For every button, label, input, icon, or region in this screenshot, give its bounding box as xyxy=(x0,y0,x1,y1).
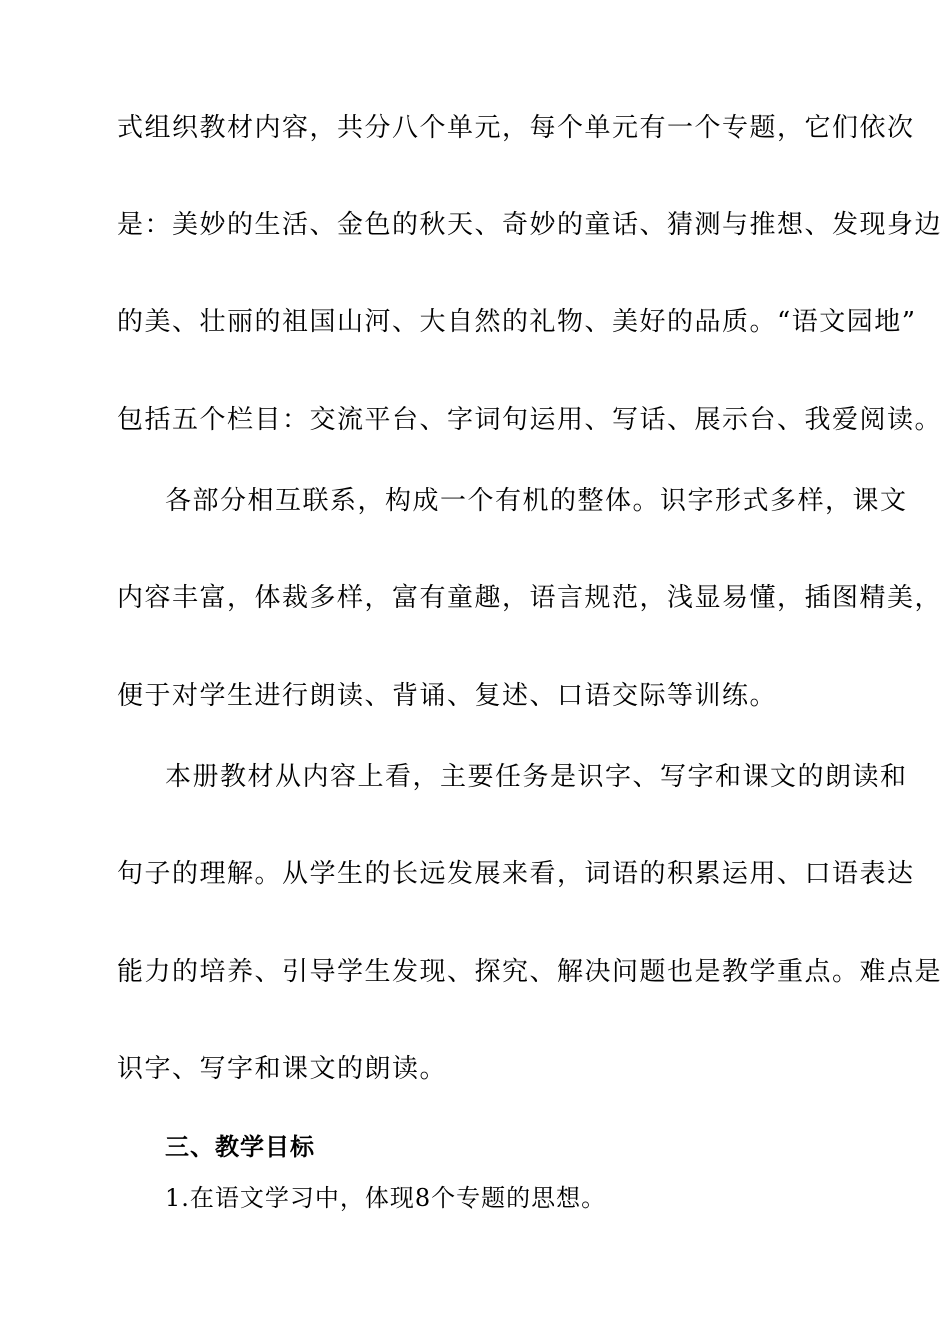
objective-item-1: 1.在语文学习中，体现8个专题的思想。 xyxy=(165,1184,607,1212)
paragraph-1-line-2: 是：美妙的生活、金色的秋天、奇妙的童话、猜测与推想、发现身边 xyxy=(117,210,943,240)
paragraph-2-line-3: 便于对学生进行朗读、背诵、复述、口语交际等训练。 xyxy=(117,681,778,711)
paragraph-2-line-1: 各部分相互联系，构成一个有机的整体。识字形式多样，课文 xyxy=(165,486,908,516)
paragraph-1-line-1: 式组织教材内容，共分八个单元，每个单元有一个专题，它们依次 xyxy=(117,113,915,143)
paragraph-1-line-3: 的美、壮丽的祖国山河、大自然的礼物、美好的品质。“语文园地” xyxy=(117,307,917,337)
paragraph-2-line-2: 内容丰富，体裁多样，富有童趣，语言规范，浅显易懂，插图精美， xyxy=(117,583,943,613)
paragraph-3-line-2: 句子的理解。从学生的长远发展来看，词语的积累运用、口语表达 xyxy=(117,859,915,889)
section-heading: 三、教学目标 xyxy=(165,1133,315,1161)
paragraph-1-line-4: 包括五个栏目：交流平台、字词句运用、写话、展示台、我爱阅读。 xyxy=(117,405,943,435)
paragraph-3-line-4: 识字、写字和课文的朗读。 xyxy=(117,1054,448,1084)
paragraph-3-line-1: 本册教材从内容上看，主要任务是识字、写字和课文的朗读和 xyxy=(165,762,908,792)
paragraph-3-line-3: 能力的培养、引导学生发现、探究、解决问题也是教学重点。难点是 xyxy=(117,957,943,987)
